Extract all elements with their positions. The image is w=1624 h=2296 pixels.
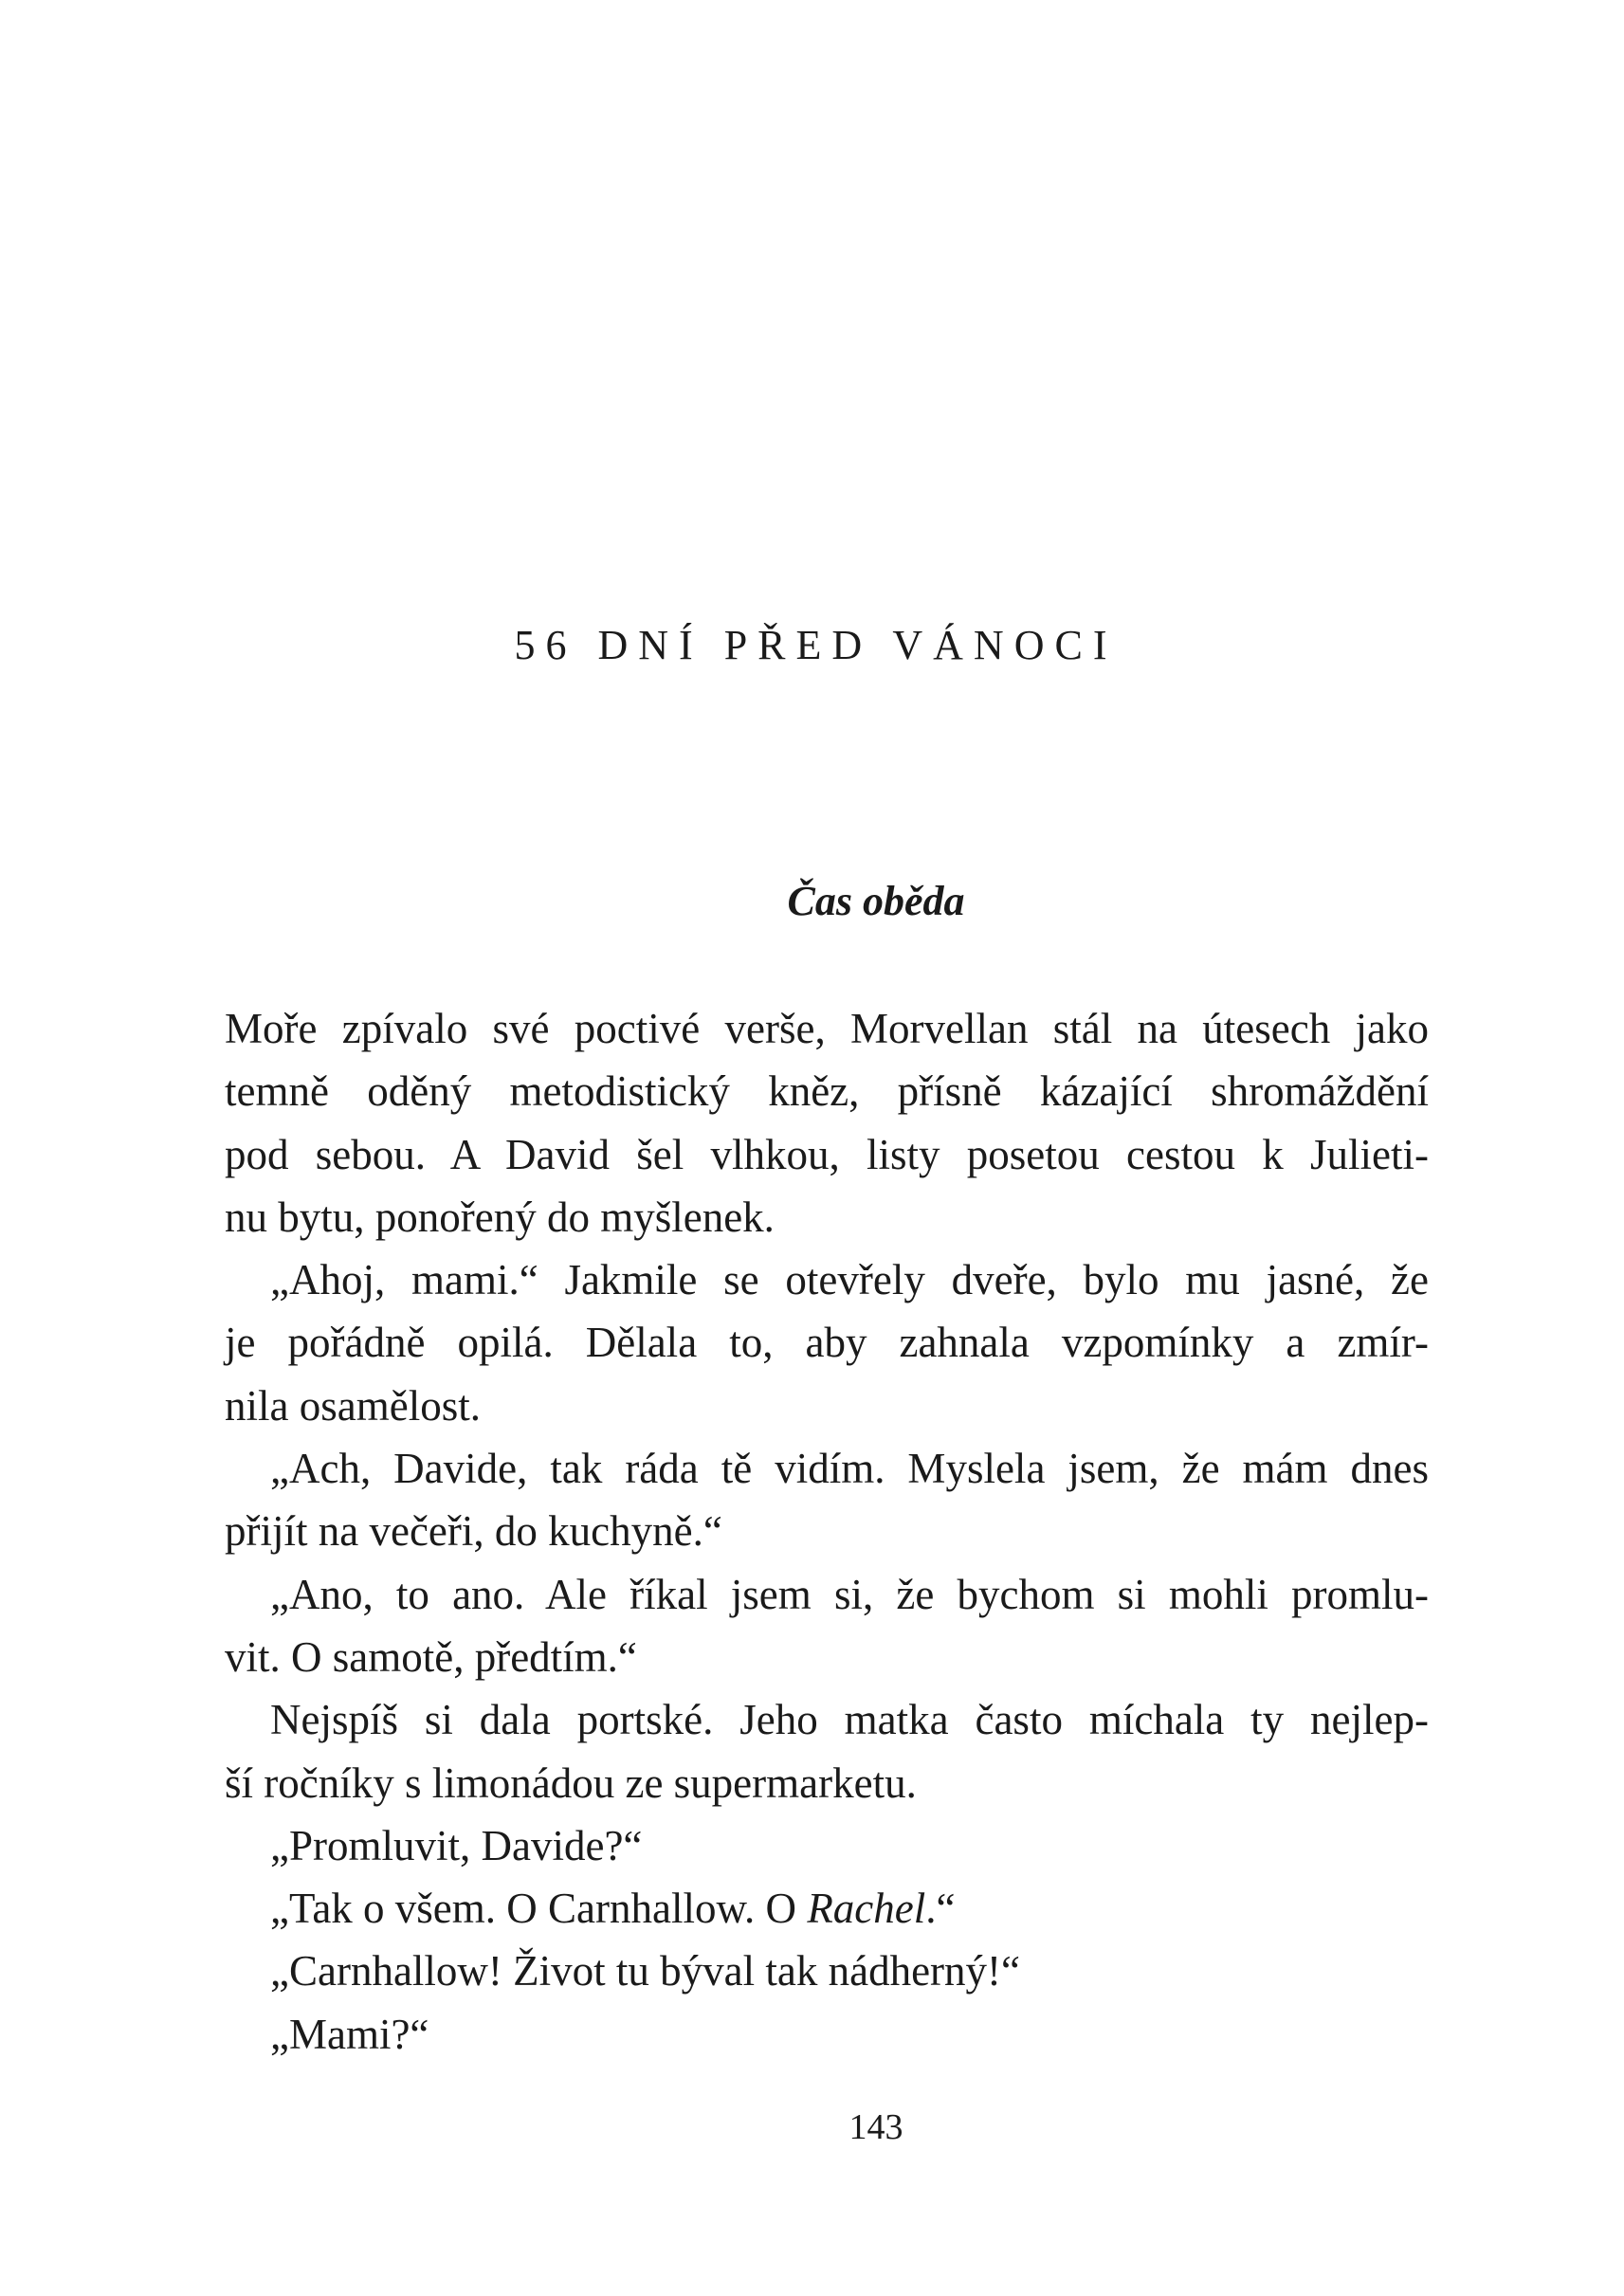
text-line: temně oděný metodistický kněz, přísně kázající shromáždění	[225, 1067, 1429, 1116]
text-line: vit. O samotě, předtím.“	[225, 1632, 637, 1681]
text-line: „Ach, Davide, tak ráda tě vidím. Myslela jsem, že mám dnes	[270, 1445, 1429, 1493]
text-line: „Carnhallow! Život tu býval tak nádherný!“	[270, 1947, 1020, 1995]
body-text	[225, 997, 1429, 2066]
paragraph	[225, 2003, 1429, 2066]
page-number: 143	[848, 2107, 903, 2147]
paragraph	[225, 1688, 1429, 1814]
paragraph	[225, 1248, 1429, 1437]
paragraph	[225, 1563, 1429, 1689]
text-line: „Ahoj, mami.“ Jakmile se otevřely dveře, bylo mu jasné, že	[270, 1256, 1429, 1304]
paragraph	[225, 1814, 1429, 1877]
text-line: Nejspíš si dala portské. Jeho matka často míchala ty nejlep-	[270, 1696, 1429, 1744]
text-line: přijít na večeři, do kuchyně.“	[225, 1507, 722, 1556]
chapter-title: 56 DNÍ PŘED VÁNOCI	[514, 622, 1118, 668]
paragraph	[225, 1940, 1429, 2002]
text-line: „Promluvit, Davide?“	[270, 1821, 643, 1869]
italic-name: Rachel	[807, 1885, 926, 1933]
paragraph	[225, 997, 1429, 1248]
text-line: „Mami?“	[270, 2010, 429, 2058]
text-segment: „Tak o všem. O Carnhallow. O	[270, 1885, 808, 1933]
section-subtitle: Čas oběda	[787, 878, 965, 924]
paragraph	[225, 1437, 1429, 1563]
text-line: ší ročníky s limonádou ze supermarketu.	[225, 1758, 917, 1807]
text-line: nila osamělost.	[225, 1381, 481, 1430]
text-segment: .“	[925, 1885, 956, 1933]
paragraph	[225, 1877, 1429, 1940]
text-line: nu bytu, ponořený do myšlenek.	[225, 1193, 775, 1241]
text-line: „Ano, to ano. Ale říkal jsem si, že bychom si mohli promlu-	[270, 1570, 1429, 1618]
text-line: pod sebou. A David šel vlhkou, listy posetou cestou k Julieti-	[225, 1130, 1429, 1178]
text-line: je pořádně opilá. Dělala to, aby zahnala vzpomínky a zmír-	[225, 1319, 1429, 1367]
text-line	[225, 1877, 1429, 1940]
text-line: Moře zpívalo své poctivé verše, Morvellan stál na útesech jako	[225, 1005, 1429, 1052]
